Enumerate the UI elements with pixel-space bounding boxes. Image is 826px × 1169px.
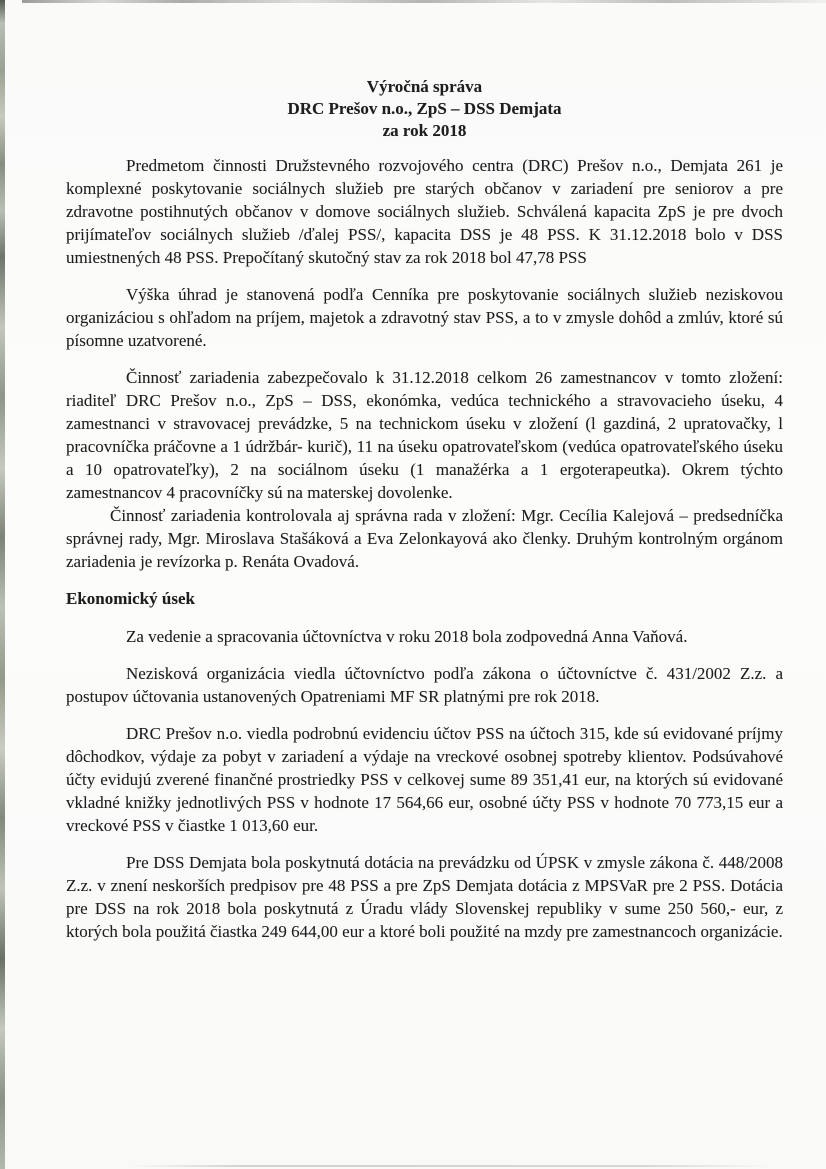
paragraph-activity-subject: Predmetom činnosti Družstevného rozvojového centra (DRC) Prešov n.o., Demjata 261 je komplexné poskytovanie sociálnych služieb pre starých občanov v zariadení pre seniorov a pre zdravotne postihnutých občanov v domove sociálnych služieb. Schválená kapacita ZpS je pre dvoch prijímateľov sociálnych služieb /ďalej PSS/, kapacita DSS je 48 PSS. K 31.12.2018 bolo v DSS umiestnených 48 PSS. Prepočítaný skutočný stav za rok 2018 bol 47,78 PSS xyxy=(66,156,783,267)
paragraph-accounting-responsible: Za vedenie a spracovania účtovníctva v roku 2018 bola zodpovedná Anna Vaňová. xyxy=(126,627,688,646)
scan-edge-left xyxy=(0,0,5,1169)
paragraph-staff: Činnosť zariadenia zabezpečovalo k 31.12.2018 celkom 26 zamestnancov v tomto zložení: riaditeľ DRC Prešov n.o., ZpS – DSS, ekonómka, vedúca technického a stravovacieho úseku, 4 zamestnanci v stravovacej prevádzke, 5 na technickom úseku v zložení (l gazdiná, 2 upratovačky, l pracovníčka práčovne a 1 údržbár- kurič), 11 na úseku opatrovateľskom (vedúca opatrovateľského úseku a 10 opatrovateľky), 2 na sociálnom úseku (1 manažérka a 1 ergoterapeutka). Okrem týchto zamestnancov 4 pracovníčky sú na materskej dovolenke. xyxy=(66,368,783,502)
document-body xyxy=(66,76,783,957)
title-year: za rok 2018 xyxy=(382,121,467,140)
paragraph-board: Činnosť zariadenia kontrolovala aj správna rada v zložení: Mgr. Cecília Kalejová – predsedníčka správnej rady, Mgr. Miroslava Stašáková a Eva Zelonkayová ako členky. Druhým kontrolným orgánom zariadenia je revízorka p. Renáta Ovadová. xyxy=(66,506,783,571)
section-heading-economic: Ekonomický úsek xyxy=(66,589,195,608)
title-report-name: Výročná správa xyxy=(366,77,483,96)
title-organization: DRC Prešov n.o., ZpS – DSS Demjata xyxy=(287,99,562,118)
scan-edge-bottom xyxy=(130,1165,771,1167)
paragraph-subsidies: Pre DSS Demjata bola poskytnutá dotácia na prevádzku od ÚPSK v zmysle zákona č. 448/2008 Z.z. v znení neskorších predpisov pre 48 PSS a pre ZpS Demjata dotácia z MPSVaR pre 2 PSS. Dotácia pre DSS na rok 2018 bola poskytnutá z Úradu vlády Slovenskej republiky v sume 250 560,- eur, z ktorých bola použitá čiastka 249 644,00 eur a ktoré boli použité na mzdy pre zamestnancoch organizácie. xyxy=(66,853,783,941)
scan-edge-top xyxy=(22,0,826,3)
paragraph-fees: Výška úhrad je stanovená podľa Cenníka pre poskytovanie sociálnych služieb neziskovou organizáciou s ohľadom na príjem, majetok a zdravotný stav PSS, a to v zmysle dohôd a zmlúv, ktoré sú písomne uzatvorené. xyxy=(66,285,783,350)
paragraph-accounting-law: Nezisková organizácia viedla účtovníctvo podľa zákona o účtovníctve č. 431/2002 Z.z. a postupov účtovania ustanovených Opatreniami MF SR platnými pre rok 2018. xyxy=(66,664,783,706)
document-title xyxy=(66,76,783,142)
paragraph-client-accounts: DRC Prešov n.o. viedla podrobnú evidenciu účtov PSS na účtoch 315, kde sú evidované príjmy dôchodkov, výdaje za pobyt v zariadení a výdaje na vreckové osobnej spotreby klientov. Podsúvahové účty evidujú zverené finančné prostriedky PSS v celkovej sume 89 351,41 eur, na ktorých sú evidované vkladné knižky jednotlivých PSS v hodnote 17 564,66 eur, osobné účty PSS v hodnote 70 773,15 eur a vreckové PSS v čiastke 1 013,60 eur. xyxy=(66,724,783,835)
